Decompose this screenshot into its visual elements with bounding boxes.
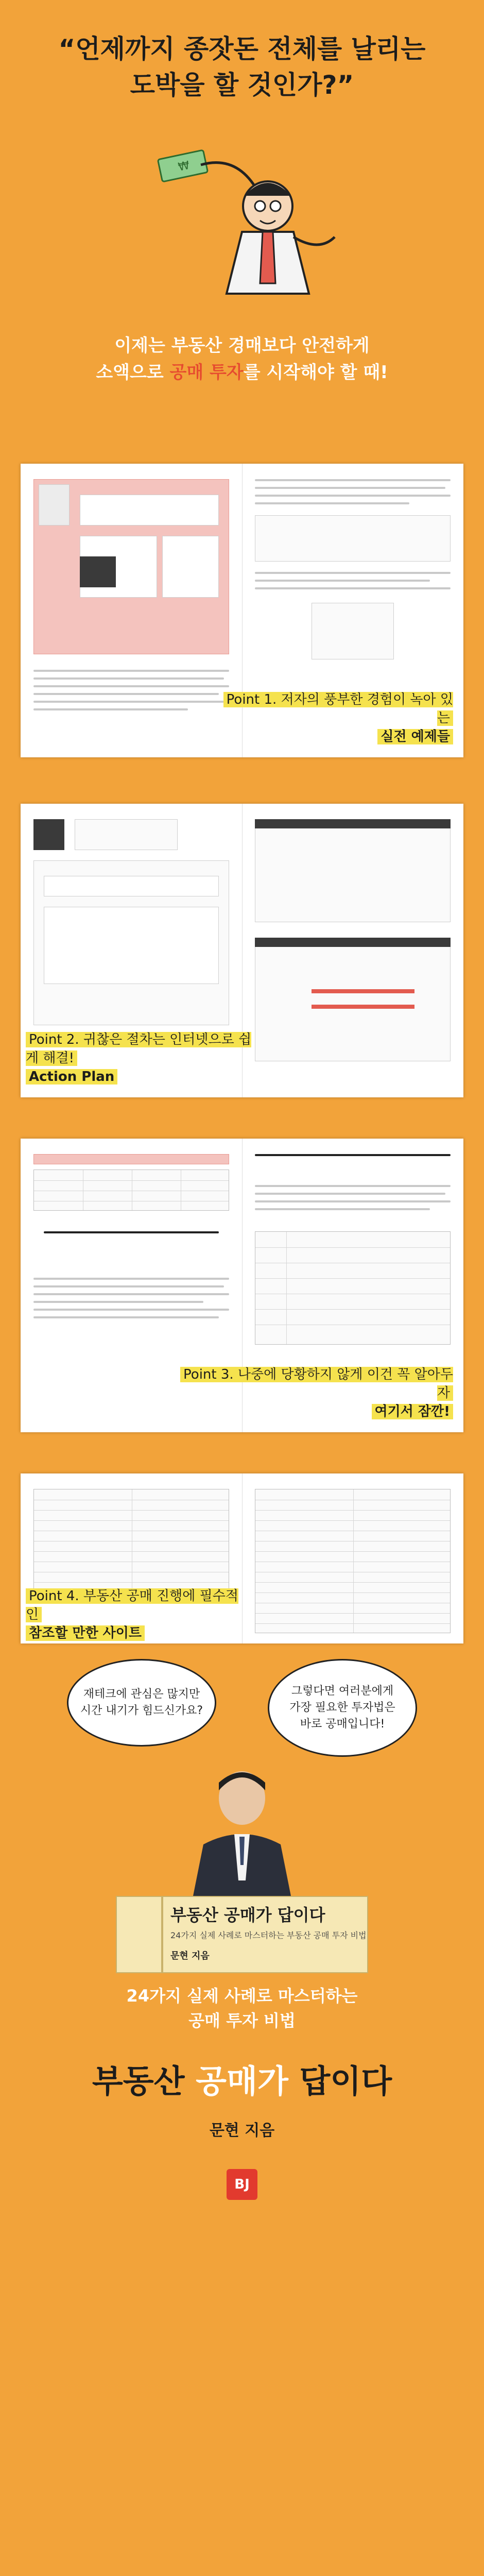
point-3-caption: [175, 1365, 453, 1421]
subline-line-2-highlight: 공매 투자: [169, 362, 244, 383]
book-cover: [116, 1896, 368, 1973]
headline: [0, 31, 484, 103]
publisher-logo: BJ: [227, 2169, 257, 2200]
subline-line-2-post: 를 시작해야 할 때!: [243, 362, 388, 383]
spread-2-right-page: [255, 819, 451, 1082]
book-title-pre: 부동산: [92, 2062, 196, 2100]
subline-line-1: 이제는 부동산 경매보다 안전하게: [114, 335, 370, 356]
book-title: [0, 2056, 484, 2102]
book-caption-line-1: 24가지 실제 사례로 마스터하는: [126, 1986, 358, 2006]
point-1-text: Point 1. 저자의 풍부한 경험이 녹아 있는: [223, 692, 453, 726]
point-1-caption: [216, 690, 453, 746]
subline: [0, 332, 484, 386]
book-spread-2: [21, 804, 463, 1097]
book-cover-subtitle: 24가지 실제 사례로 마스터하는 부동산 공매 투자 비법: [170, 1930, 367, 1940]
point-2-text: Point 2. 귀찮은 절차는 인터넷으로 쉽게 해결!: [26, 1032, 252, 1066]
money-bill-label: ₩: [177, 159, 191, 174]
subline-line-2: [0, 359, 484, 386]
spread-4-right-page: [255, 1489, 451, 1633]
book-front-cover: [162, 1896, 368, 1973]
point-3-bold: 여기서 잠깐!: [372, 1404, 454, 1419]
author-portrait: [183, 1762, 301, 1896]
headline-line-1: “언제까지 종잣돈 전체를 날리는: [58, 34, 426, 64]
point-1-bold: 실전 예제들: [377, 729, 453, 744]
point-2-bold: Action Plan: [26, 1069, 117, 1084]
speech-bubble-right: 그렇다면 여러분에게 가장 필요한 투자법은 바로 공매입니다!: [268, 1659, 417, 1757]
book-spine: [116, 1896, 162, 1973]
businessman-illustration: [139, 134, 345, 304]
book-caption: [0, 1984, 484, 2033]
point-4-text: Point 4. 부동산 공매 진행에 필수적인: [26, 1588, 238, 1622]
spread-1-left-page: [33, 479, 229, 742]
speech-bubble-left: 재테크에 관심은 많지만 시간 내기가 힘드신가요?: [67, 1659, 216, 1747]
point-4-caption: [26, 1587, 252, 1642]
money-bill-icon: [158, 150, 208, 182]
point-3-text: Point 3. 나중에 당황하지 않게 이건 꼭 알아두자: [180, 1367, 453, 1401]
book-title-highlight: 공매가: [196, 2062, 288, 2100]
subline-line-2-pre: 소액으로: [96, 362, 170, 383]
book-cover-title: 부동산 공매가 답이다: [170, 1905, 325, 1925]
headline-line-2: 도박을 할 것인가?”: [130, 70, 354, 100]
book-author: 문현 지음: [209, 2122, 275, 2140]
point-4-bold: 참조할 만한 사이트: [26, 1625, 145, 1641]
book-spread-3: [21, 1139, 463, 1432]
book-title-post: 답이다: [288, 2062, 392, 2100]
book-cover-author: 문현 지음: [170, 1951, 210, 1961]
point-2-caption: [26, 1030, 252, 1086]
book-spread-1: [21, 464, 463, 757]
book-spread-4: [21, 1473, 463, 1643]
book-caption-line-2: 공매 투자 비법: [188, 2011, 296, 2030]
